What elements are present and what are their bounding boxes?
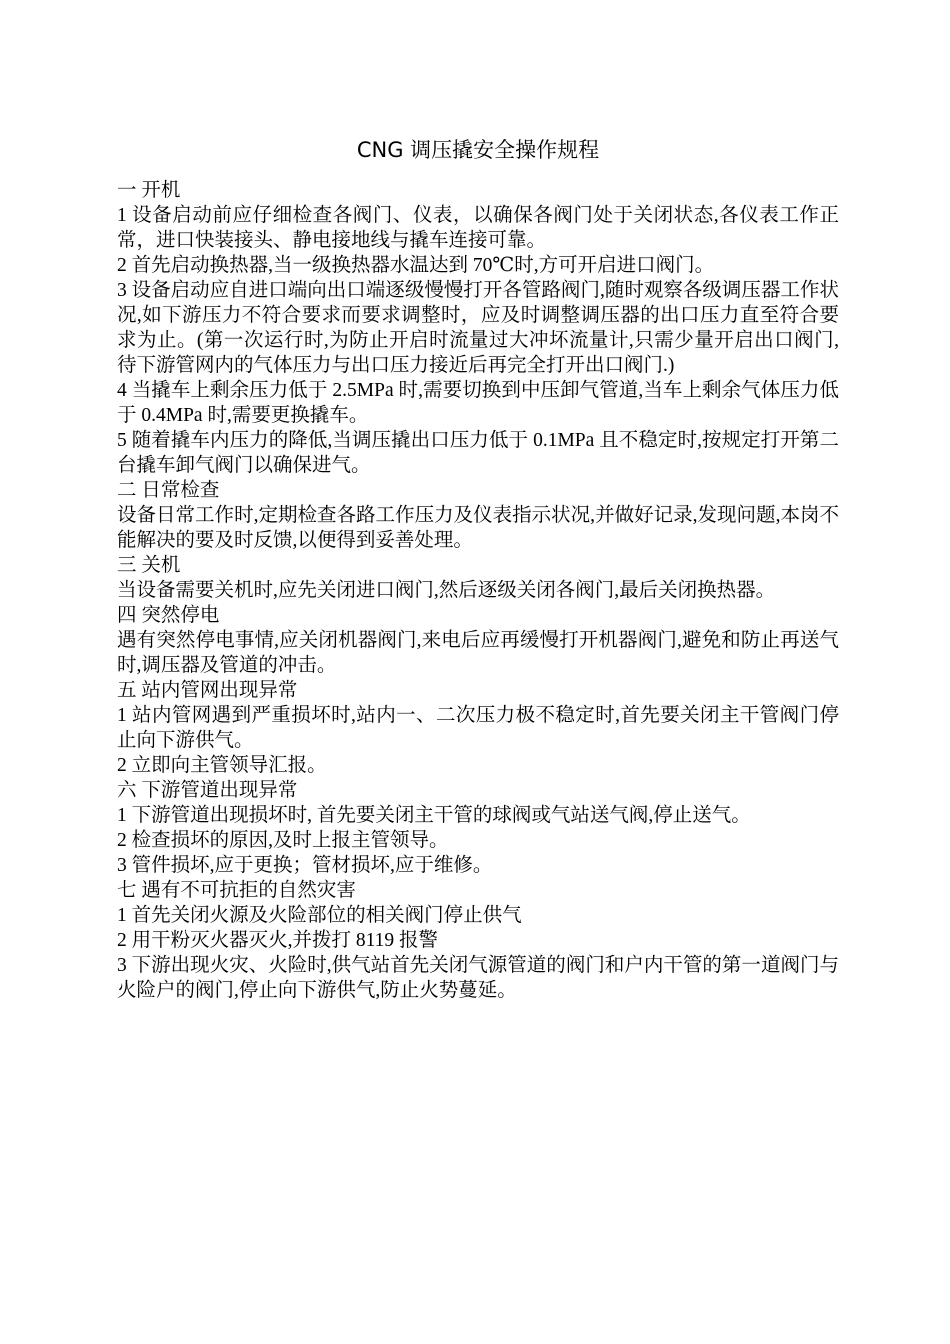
section-heading-power-outage: 四 突然停电: [117, 605, 220, 626]
document-body: [117, 178, 839, 1003]
paragraph: 4 当撬车上剩余压力低于 2.5MPa 时,需要切换到中压卸气管道,当车上剩余气体压力低于 0.4MPa 时,需要更换撬车。: [117, 380, 839, 426]
paragraph: 2 检查损坏的原因,及时上报主管领导。: [117, 830, 449, 851]
paragraph: 3 管件损坏,应于更换；管材损坏,应于维修。: [117, 855, 493, 876]
paragraph: 1 设备启动前应仔细检查各阀门、仪表，以确保各阀门处于关闭状态,各仪表工作正常，进口快装接头、静电接地线与撬车连接可靠。: [117, 205, 839, 251]
section-heading-startup: 一 开机: [117, 180, 181, 201]
section-heading-station-network-anomaly: 五 站内管网出现异常: [117, 680, 298, 701]
paragraph: 遇有突然停电事情,应关闭机器阀门,来电后应再缓慢打开机器阀门,避免和防止再送气时,调压器及管道的冲击。: [117, 630, 839, 676]
paragraph: 3 设备启动应自进口端向出口端逐级慢慢打开各管路阀门,随时观察各级调压器工作状况,如下游压力不符合要求而要求调整时，应及时调整调压器的出口压力直至符合要求为止。(第一次运行时,为防止开启时流量过大冲坏流量计,只需少量开启出口阀门,待下游管网内的气体压力与出口压力接近后再完全打开出口阀门.): [117, 280, 839, 376]
paragraph: 2 首先启动换热器,当一级换热器水温达到 70℃时,方可开启进口阀门。: [117, 255, 715, 276]
section-heading-shutdown: 三 关机: [117, 555, 181, 576]
section-heading-natural-disaster: 七 遇有不可抗拒的自然灾害: [117, 880, 356, 901]
document-title: CNG 调压撬安全操作规程: [356, 138, 600, 162]
paragraph: 1 站内管网遇到严重损坏时,站内一、二次压力极不稳定时,首先要关闭主干管阀门停止向下游供气。: [117, 705, 839, 751]
paragraph: 1 下游管道出现损坏时, 首先要关闭主干管的球阀或气站送气阀,停止送气。: [117, 805, 751, 826]
paragraph: 2 立即向主管领导汇报。: [117, 755, 327, 776]
paragraph: 2 用干粉灭火器灭火,并拨打 8119 报警: [117, 930, 439, 951]
paragraph: 5 随着撬车内压力的降低,当调压撬出口压力低于 0.1MPa 且不稳定时,按规定打开第二台撬车卸气阀门以确保进气。: [117, 430, 839, 476]
paragraph: 1 首先关闭火源及火险部位的相关阀门停止供气: [117, 905, 522, 926]
section-heading-daily-check: 二 日常检查: [117, 480, 220, 501]
paragraph: 3 下游出现火灾、火险时,供气站首先关闭气源管道的阀门和户内干管的第一道阀门与火险户的阀门,停止向下游供气,防止火势蔓延。: [117, 955, 839, 1001]
paragraph: 设备日常工作时,定期检查各路工作压力及仪表指示状况,并做好记录,发现问题,本岗不能解决的要及时反馈,以便得到妥善处理。: [117, 505, 839, 551]
document-page: [117, 132, 839, 1003]
section-heading-downstream-pipeline-anomaly: 六 下游管道出现异常: [117, 780, 298, 801]
paragraph: 当设备需要关机时,应先关闭进口阀门,然后逐级关闭各阀门,最后关闭换热器。: [117, 580, 776, 601]
